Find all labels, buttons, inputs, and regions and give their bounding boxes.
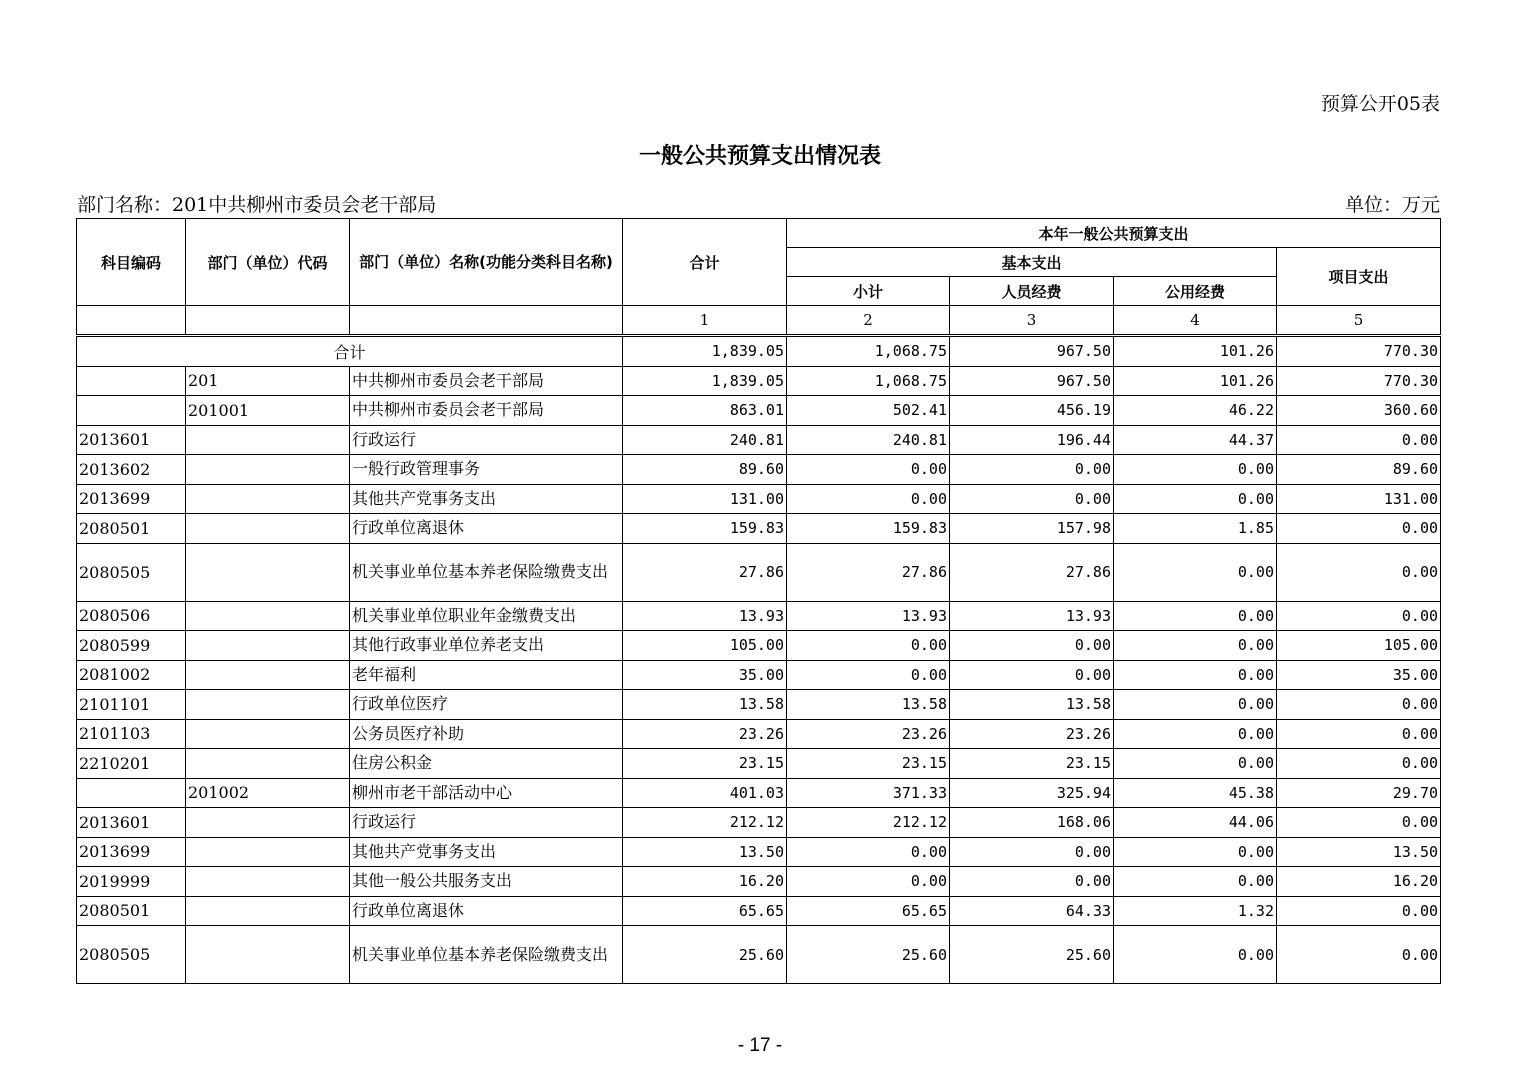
table-row	[77, 867, 1441, 897]
page-number: - 17 -	[737, 1035, 783, 1056]
amount-cell: 23.26	[787, 719, 950, 749]
amount-cell: 1.32	[1114, 896, 1277, 926]
subject-code-cell: 2101103	[77, 719, 186, 749]
header-dept-name: 部门（单位）名称(功能分类科目名称)	[350, 219, 623, 306]
total-cell: 1,068.75	[787, 336, 950, 367]
amount-cell: 0.00	[1277, 514, 1441, 544]
total-cell: 770.30	[1277, 336, 1441, 367]
unit-label: 单位：万元	[1344, 194, 1440, 216]
dept-code-cell	[186, 660, 350, 690]
name-cell: 其他行政事业单位养老支出	[350, 631, 623, 661]
table-row	[77, 926, 1441, 984]
subject-code-cell: 2101101	[77, 690, 186, 720]
table-row	[77, 719, 1441, 749]
subject-code-cell: 2019999	[77, 867, 186, 897]
subject-code-cell: 2013601	[77, 425, 186, 455]
amount-cell: 46.22	[1114, 396, 1277, 426]
table-row	[77, 690, 1441, 720]
amount-cell: 770.30	[1277, 366, 1441, 396]
amount-cell: 16.20	[1277, 867, 1441, 897]
subject-code-cell: 2080501	[77, 896, 186, 926]
dept-code-cell: 201001	[186, 396, 350, 426]
column-index: 4	[1114, 306, 1277, 336]
table-row	[77, 514, 1441, 544]
column-index: 3	[950, 306, 1114, 336]
subject-code-cell: 2080501	[77, 514, 186, 544]
amount-cell: 0.00	[787, 631, 950, 661]
amount-cell: 131.00	[1277, 484, 1441, 514]
amount-cell: 0.00	[1277, 926, 1441, 984]
dept-code-cell	[186, 837, 350, 867]
name-cell: 老年福利	[350, 660, 623, 690]
amount-cell: 44.37	[1114, 425, 1277, 455]
subject-code-cell: 2081002	[77, 660, 186, 690]
table-row	[77, 484, 1441, 514]
amount-cell: 105.00	[1277, 631, 1441, 661]
amount-cell: 65.65	[787, 896, 950, 926]
amount-cell: 325.94	[950, 778, 1114, 808]
total-row	[77, 336, 1441, 367]
table-row	[77, 455, 1441, 485]
amount-cell: 360.60	[1277, 396, 1441, 426]
amount-cell: 0.00	[1277, 425, 1441, 455]
amount-cell: 159.83	[623, 514, 787, 544]
amount-cell: 13.58	[950, 690, 1114, 720]
name-cell: 行政单位医疗	[350, 690, 623, 720]
amount-cell: 27.86	[950, 543, 1114, 601]
amount-cell: 101.26	[1114, 366, 1277, 396]
amount-cell: 0.00	[787, 484, 950, 514]
total-cell: 967.50	[950, 336, 1114, 367]
page-title: 一般公共预算支出情况表	[638, 144, 881, 169]
name-cell: 住房公积金	[350, 749, 623, 779]
name-cell: 行政运行	[350, 808, 623, 838]
header-basic: 基本支出	[787, 248, 1277, 277]
amount-cell: 0.00	[1114, 926, 1277, 984]
dept-code-cell	[186, 514, 350, 544]
amount-cell: 29.70	[1277, 778, 1441, 808]
header-project: 项目支出	[1277, 248, 1441, 306]
name-cell: 中共柳州市委员会老干部局	[350, 366, 623, 396]
amount-cell: 1,068.75	[787, 366, 950, 396]
amount-cell: 89.60	[1277, 455, 1441, 485]
dept-code-cell	[186, 631, 350, 661]
name-cell: 机关事业单位基本养老保险缴费支出	[350, 543, 623, 601]
subject-code-cell: 2080599	[77, 631, 186, 661]
amount-cell: 1,839.05	[623, 366, 787, 396]
amount-cell: 23.26	[950, 719, 1114, 749]
dept-code-cell	[186, 867, 350, 897]
table-body	[77, 336, 1441, 984]
amount-cell: 502.41	[787, 396, 950, 426]
amount-cell: 212.12	[623, 808, 787, 838]
amount-cell: 65.65	[623, 896, 787, 926]
amount-cell: 0.00	[787, 867, 950, 897]
dept-code-cell	[186, 484, 350, 514]
table-row	[77, 837, 1441, 867]
table-row	[77, 749, 1441, 779]
dept-code-cell	[186, 719, 350, 749]
total-label: 合计	[77, 336, 623, 367]
subject-code-cell: 2013601	[77, 808, 186, 838]
subject-code-cell: 2080506	[77, 601, 186, 631]
dept-code-cell	[186, 455, 350, 485]
amount-cell: 0.00	[950, 455, 1114, 485]
amount-cell: 0.00	[1277, 896, 1441, 926]
amount-cell: 967.50	[950, 366, 1114, 396]
amount-cell: 1.85	[1114, 514, 1277, 544]
amount-cell: 13.58	[623, 690, 787, 720]
header-blank	[77, 306, 186, 336]
header-public: 公用经费	[1114, 277, 1277, 306]
header-current-year: 本年一般公共预算支出	[787, 219, 1441, 248]
amount-cell: 0.00	[1277, 749, 1441, 779]
name-cell: 其他共产党事务支出	[350, 484, 623, 514]
amount-cell: 16.20	[623, 867, 787, 897]
department-label: 部门名称：201中共柳州市委员会老干部局	[77, 194, 437, 216]
header-blank	[350, 306, 623, 336]
amount-cell: 240.81	[787, 425, 950, 455]
amount-cell: 0.00	[1114, 543, 1277, 601]
amount-cell: 159.83	[787, 514, 950, 544]
header-subtotal: 小计	[787, 277, 950, 306]
dept-code-cell	[186, 896, 350, 926]
amount-cell: 0.00	[950, 660, 1114, 690]
total-cell: 101.26	[1114, 336, 1277, 367]
amount-cell: 13.93	[787, 601, 950, 631]
amount-cell: 0.00	[1114, 631, 1277, 661]
amount-cell: 212.12	[787, 808, 950, 838]
name-cell: 机关事业单位职业年金缴费支出	[350, 601, 623, 631]
name-cell: 中共柳州市委员会老干部局	[350, 396, 623, 426]
budget-table	[76, 218, 1441, 984]
amount-cell: 13.50	[623, 837, 787, 867]
dept-code-cell	[186, 690, 350, 720]
amount-cell: 0.00	[1114, 719, 1277, 749]
amount-cell: 157.98	[950, 514, 1114, 544]
dept-code-cell	[186, 808, 350, 838]
header-total: 合计	[623, 219, 787, 306]
amount-cell: 13.58	[787, 690, 950, 720]
table-row	[77, 660, 1441, 690]
amount-cell: 196.44	[950, 425, 1114, 455]
amount-cell: 25.60	[787, 926, 950, 984]
subject-code-cell	[77, 396, 186, 426]
dept-code-cell	[186, 425, 350, 455]
subject-code-cell: 2080505	[77, 926, 186, 984]
amount-cell: 0.00	[1277, 601, 1441, 631]
subject-code-cell: 2013699	[77, 484, 186, 514]
amount-cell: 0.00	[1114, 484, 1277, 514]
table-row	[77, 631, 1441, 661]
name-cell: 其他共产党事务支出	[350, 837, 623, 867]
header-subject-code: 科目编码	[77, 219, 186, 306]
amount-cell: 0.00	[950, 867, 1114, 897]
amount-cell: 64.33	[950, 896, 1114, 926]
table-row	[77, 896, 1441, 926]
amount-cell: 0.00	[950, 484, 1114, 514]
table-row	[77, 366, 1441, 396]
amount-cell: 131.00	[623, 484, 787, 514]
amount-cell: 456.19	[950, 396, 1114, 426]
amount-cell: 0.00	[1277, 808, 1441, 838]
table-row	[77, 543, 1441, 601]
table-row	[77, 778, 1441, 808]
subject-code-cell	[77, 366, 186, 396]
subject-code-cell	[77, 778, 186, 808]
amount-cell: 0.00	[787, 455, 950, 485]
amount-cell: 45.38	[1114, 778, 1277, 808]
amount-cell: 23.15	[950, 749, 1114, 779]
column-index: 1	[623, 306, 787, 336]
dept-code-cell	[186, 543, 350, 601]
dept-code-cell: 201	[186, 366, 350, 396]
amount-cell: 44.06	[1114, 808, 1277, 838]
amount-cell: 0.00	[1277, 719, 1441, 749]
table-row	[77, 601, 1441, 631]
dept-code-cell	[186, 926, 350, 984]
amount-cell: 0.00	[1277, 543, 1441, 601]
amount-cell: 35.00	[1277, 660, 1441, 690]
amount-cell: 13.93	[950, 601, 1114, 631]
amount-cell: 35.00	[623, 660, 787, 690]
table-row	[77, 425, 1441, 455]
amount-cell: 23.15	[623, 749, 787, 779]
subject-code-cell: 2013602	[77, 455, 186, 485]
amount-cell: 0.00	[787, 837, 950, 867]
name-cell: 行政单位离退休	[350, 514, 623, 544]
amount-cell: 0.00	[1114, 601, 1277, 631]
name-cell: 机关事业单位基本养老保险缴费支出	[350, 926, 623, 984]
amount-cell: 371.33	[787, 778, 950, 808]
table-row	[77, 396, 1441, 426]
amount-cell: 0.00	[1114, 455, 1277, 485]
amount-cell: 13.50	[1277, 837, 1441, 867]
header-blank	[186, 306, 350, 336]
amount-cell: 25.60	[623, 926, 787, 984]
name-cell: 一般行政管理事务	[350, 455, 623, 485]
name-cell: 公务员医疗补助	[350, 719, 623, 749]
subject-code-cell: 2080505	[77, 543, 186, 601]
amount-cell: 23.26	[623, 719, 787, 749]
dept-code-cell	[186, 749, 350, 779]
table-row	[77, 808, 1441, 838]
total-cell: 1,839.05	[623, 336, 787, 367]
amount-cell: 863.01	[623, 396, 787, 426]
amount-cell: 0.00	[1114, 749, 1277, 779]
amount-cell: 168.06	[950, 808, 1114, 838]
subject-code-cell: 2013699	[77, 837, 186, 867]
name-cell: 柳州市老干部活动中心	[350, 778, 623, 808]
amount-cell: 0.00	[787, 660, 950, 690]
header-dept-code: 部门（单位）代码	[186, 219, 350, 306]
column-index: 5	[1277, 306, 1441, 336]
name-cell: 行政运行	[350, 425, 623, 455]
amount-cell: 23.15	[787, 749, 950, 779]
amount-cell: 0.00	[950, 631, 1114, 661]
amount-cell: 240.81	[623, 425, 787, 455]
amount-cell: 0.00	[1277, 690, 1441, 720]
amount-cell: 105.00	[623, 631, 787, 661]
amount-cell: 0.00	[1114, 690, 1277, 720]
amount-cell: 27.86	[787, 543, 950, 601]
amount-cell: 27.86	[623, 543, 787, 601]
name-cell: 行政单位离退休	[350, 896, 623, 926]
amount-cell: 0.00	[950, 837, 1114, 867]
dept-code-cell: 201002	[186, 778, 350, 808]
amount-cell: 89.60	[623, 455, 787, 485]
name-cell: 其他一般公共服务支出	[350, 867, 623, 897]
amount-cell: 13.93	[623, 601, 787, 631]
amount-cell: 0.00	[1114, 837, 1277, 867]
subject-code-cell: 2210201	[77, 749, 186, 779]
amount-cell: 0.00	[1114, 660, 1277, 690]
amount-cell: 25.60	[950, 926, 1114, 984]
amount-cell: 0.00	[1114, 867, 1277, 897]
amount-cell: 401.03	[623, 778, 787, 808]
dept-code-cell	[186, 601, 350, 631]
form-number: 预算公开05表	[1320, 93, 1440, 115]
column-index: 2	[787, 306, 950, 336]
header-personnel: 人员经费	[950, 277, 1114, 306]
